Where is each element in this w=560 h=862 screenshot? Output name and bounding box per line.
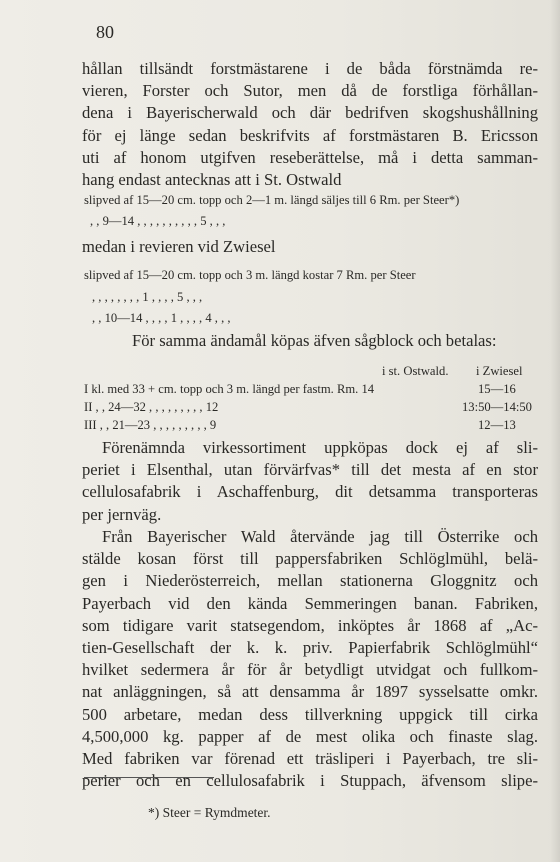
table-row-label: I kl. med 33 + cm. topp och 3 m. längd per fastm. Rm. 14 <box>84 382 375 396</box>
text-line: Från Bayerischer Wald återvände jag till Österrike och <box>102 527 538 546</box>
text-line: vieren, Forster och Sutor, men då de forstliga förhållan- <box>82 81 538 101</box>
text-line: hvilket sedermera år för år betydligt utvidgat och fullkom- <box>82 660 538 680</box>
table-row-zwiesel: 15—16 <box>478 382 516 396</box>
text-line: Payerbach vid den kända Semmeringen banan. Fabriken, <box>82 593 538 613</box>
text-line: Förenämnda virkessortiment uppköpas dock ej af sli- <box>102 438 538 457</box>
text-line: cellulosafabrik i Aschaffenburg, dit detsamma transporteras <box>82 482 538 502</box>
page-number: 80 <box>96 22 114 42</box>
ostwald-price-line-2: , , 9—14 , , , , , , , , , , 5 , , , <box>90 214 226 228</box>
table-row-label: III , , 21—23 , , , , , , , , , 9 <box>84 418 217 432</box>
page-edge-shadow <box>550 0 560 862</box>
text-line: dena i Bayerischerwald och där bedrifven skogshushållning <box>82 103 538 123</box>
text-line: För samma ändamål köpas äfven sågblock och betalas: <box>132 331 497 350</box>
zwiesel-price-line-1: slipved af 15—20 cm. topp och 3 m. längd kostar 7 Rm. per Steer <box>84 268 416 282</box>
table-row-zwiesel: 12—13 <box>478 418 516 432</box>
zwiesel-price-line-2: , , , , , , , , 1 , , , , 5 , , , <box>92 290 203 304</box>
paragraph-1 <box>82 58 538 191</box>
text-line: som tidigare varit statsegendom, inköptes år 1868 af „Ac- <box>82 615 538 635</box>
text-line: periet i Elsenthal, utan förvärfvas* till det mesta af en stor <box>82 460 538 480</box>
medan-paragraph <box>82 236 538 258</box>
paragraph-2 <box>82 437 538 526</box>
footnote: *) Steer = Rymdmeter. <box>148 805 271 820</box>
text-line: för ej länge sedan beskrifvits af forstmästaren B. Ericsson <box>82 125 538 145</box>
footnote-rule <box>84 777 214 778</box>
ostwald-price-line-1: slipved af 15—20 cm. topp och 2—1 m. längd säljes till 6 Rm. per Steer*) <box>84 193 460 207</box>
text-line: 4,500,000 kg. papper af de mest olika och finaste slag. <box>82 726 538 746</box>
text-line: tien-Gesellschaft der k. k. priv. Papierfabrik Schlöglmühl“ <box>82 638 538 658</box>
text-line: hållan tillsändt forstmästarene i de båda förstnämda re- <box>82 59 538 78</box>
sagblock-paragraph <box>132 330 538 352</box>
text-line: medan i revieren vid Zwiesel <box>82 237 276 256</box>
table-row-zwiesel: 13:50—14:50 <box>462 400 532 414</box>
text-line: gen i Niederösterreich, mellan stationerna Gloggnitz och <box>82 571 538 591</box>
text-line: per jernväg. <box>82 504 162 524</box>
text-line: perier och en cellulosafabrik i Stuppach, äfvensom slipe- <box>82 771 538 791</box>
text-line: hang endast antecknas att i St. Ostwald <box>82 170 342 190</box>
text-line: Med fabriken var förenad ett träsliperi i Payerbach, tre sli- <box>82 749 538 769</box>
text-line: 500 arbetare, medan dess tillverkning uppgick till cirka <box>82 704 538 724</box>
text-line: stälde kosan först till pappersfabriken Schlöglmühl, belä- <box>82 549 538 569</box>
text-line: nat anläggningen, så att densamma år 1897 sysselsatte omkr. <box>82 682 538 702</box>
paragraph-3 <box>82 526 538 792</box>
table-header-zwiesel: i Zwiesel <box>476 364 523 378</box>
table-header-ostwald: i st. Ostwald. <box>382 364 449 378</box>
zwiesel-price-line-3: , , 10—14 , , , , 1 , , , , 4 , , , <box>92 311 231 325</box>
text-line: uti af honom utgifven reseberättelse, må i detta samman- <box>82 147 538 167</box>
table-row-label: II , , 24—32 , , , , , , , , , 12 <box>84 400 219 414</box>
